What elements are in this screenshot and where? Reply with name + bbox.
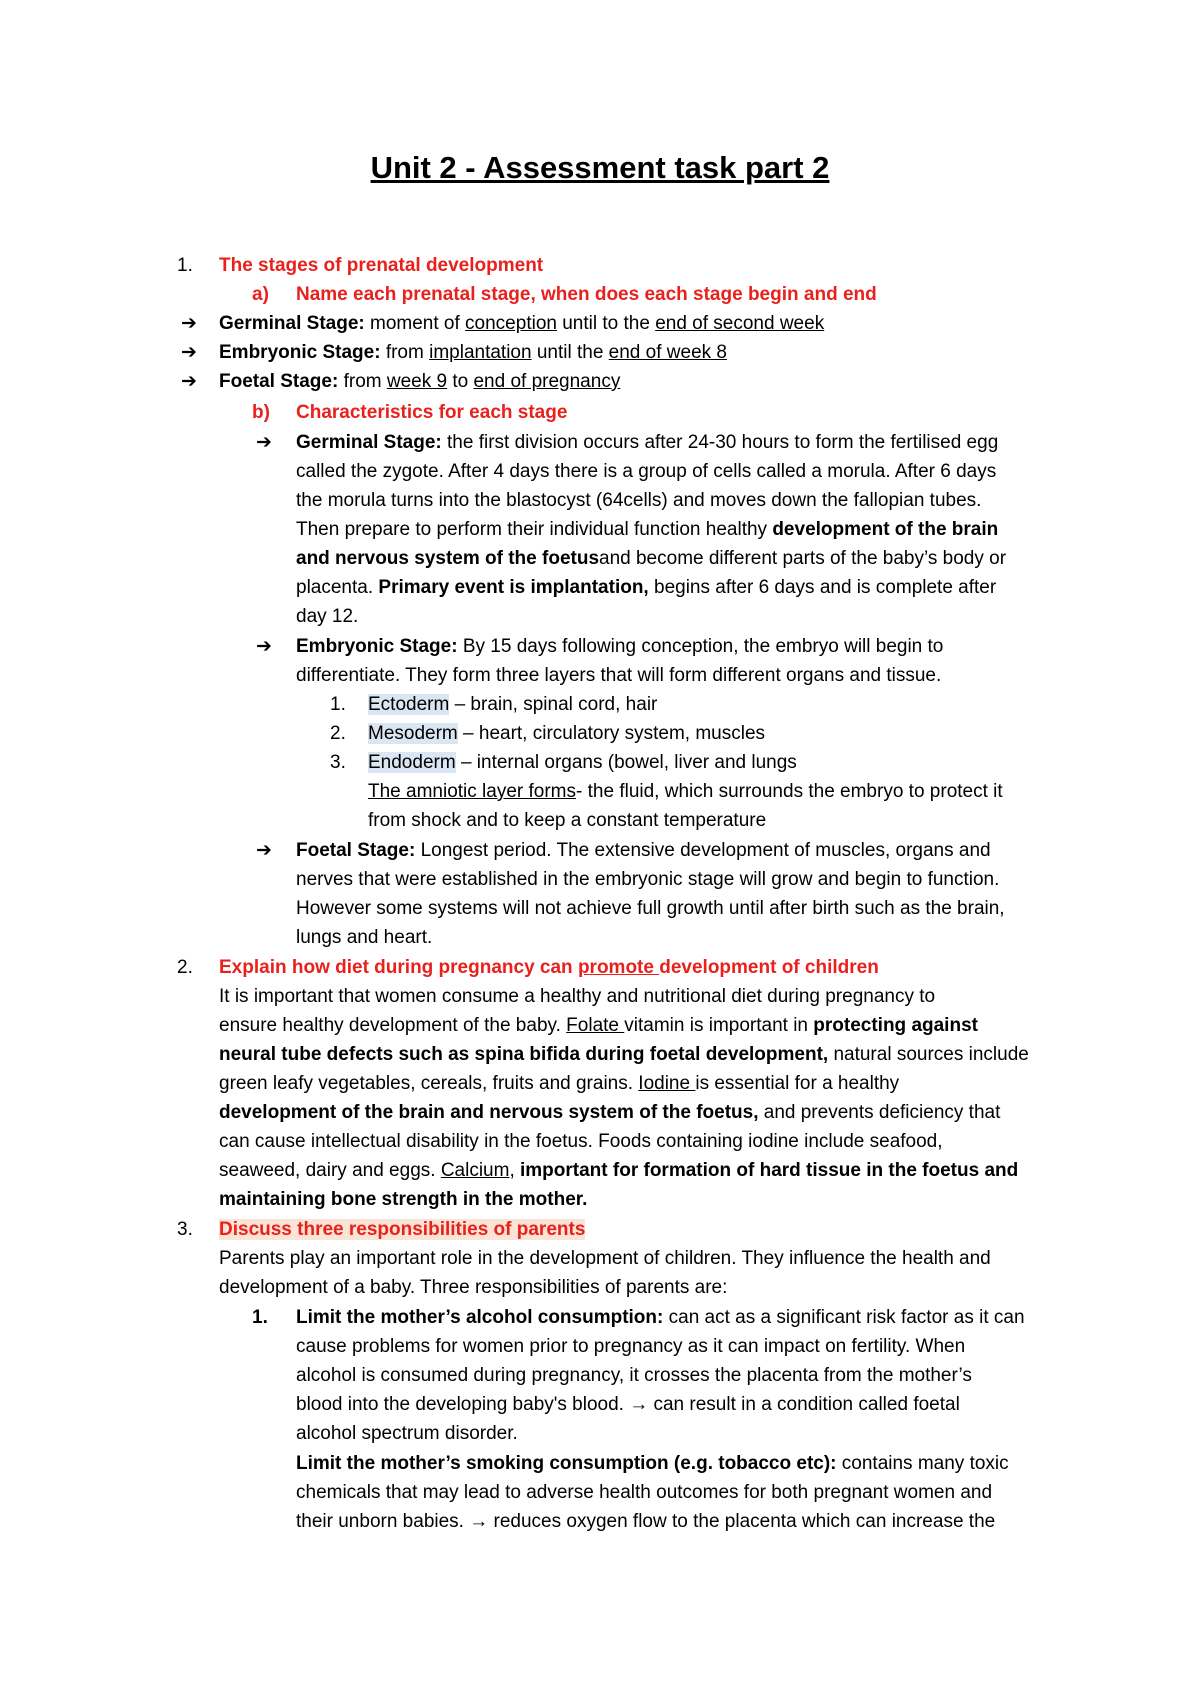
- ectoderm-item: [368, 690, 657, 719]
- section-2-number: 2.: [177, 957, 193, 978]
- text: Explain how diet during pregnancy can: [219, 957, 578, 978]
- responsibility-line: cause problems for women prior to pregnancy as it can impact on fertility. When: [296, 1336, 966, 1357]
- diet-text-line: It is important that women consume a healthy and nutritional diet during pregnancy to: [219, 986, 936, 1007]
- folate-term: Folate: [566, 1015, 625, 1036]
- text: contains many toxic: [836, 1453, 1009, 1474]
- layer-3-number: 3.: [330, 752, 346, 773]
- bold-text: maintaining bone strength in the mother.: [219, 1189, 588, 1210]
- germinal-text-line: [296, 515, 998, 544]
- germinal-label: Germinal Stage:: [219, 313, 365, 334]
- endoderm-term: Endoderm: [368, 752, 456, 773]
- responsibility-line: their unborn babies. → reduces oxygen flow to the placenta which can increase the: [296, 1511, 996, 1532]
- iodine-term: Iodine: [638, 1073, 696, 1094]
- bold-text: important for formation of hard tissue in the foetus and: [520, 1160, 1019, 1181]
- section-1-number: 1.: [177, 255, 193, 276]
- text: is essential for a healthy: [695, 1073, 900, 1094]
- amniotic-line: [368, 777, 1003, 806]
- layer-2-number: 2.: [330, 723, 346, 744]
- bold-text: Limit the mother’s alcohol consumption:: [296, 1307, 664, 1328]
- text: to: [447, 371, 474, 392]
- implantation-term: implantation: [429, 342, 532, 363]
- arrow-bullet-icon: ➔: [256, 432, 272, 453]
- diet-text-line: can cause intellectual disability in the foetus. Foods containing iodine include seafood,: [219, 1131, 943, 1152]
- mesoderm-item: [368, 719, 765, 748]
- question-a-marker: a): [252, 284, 269, 305]
- section-1-heading: The stages of prenatal development: [219, 255, 544, 276]
- question-a-text: Name each prenatal stage, when does each stage begin and end: [296, 284, 877, 305]
- germinal-stage-line: [219, 309, 824, 338]
- germinal-characteristics-line: [296, 428, 998, 457]
- highlighted-heading: Discuss three responsibilities of parents: [219, 1219, 586, 1240]
- ectoderm-term: Ectoderm: [368, 694, 450, 715]
- text: – heart, circulatory system, muscles: [457, 723, 766, 744]
- embryonic-text-line: differentiate. They form three layers that will form different organs and tissue.: [296, 665, 942, 686]
- text: from: [380, 342, 430, 363]
- endoderm-item: [368, 748, 797, 777]
- diet-text-line: [219, 1156, 1018, 1185]
- end-week-8-term: end of week 8: [608, 342, 727, 363]
- text: can act as a significant risk factor as it can: [663, 1307, 1025, 1328]
- text: - the fluid, which surrounds the embryo to protect it: [576, 781, 1003, 802]
- text: vitamin is important in: [624, 1015, 814, 1036]
- promote-term: promote: [577, 957, 660, 978]
- arrow-bullet-icon: ➔: [181, 371, 197, 392]
- germinal-text-line: day 12.: [296, 606, 359, 627]
- calcium-term: Calcium: [440, 1160, 510, 1181]
- text: ensure healthy development of the baby.: [219, 1015, 567, 1036]
- end-of-pregnancy-term: end of pregnancy: [473, 371, 621, 392]
- text: until to the: [556, 313, 656, 334]
- text: seaweed, dairy and eggs.: [219, 1160, 441, 1181]
- embryonic-characteristics-line: [296, 632, 943, 661]
- diet-text-line: [219, 1098, 1000, 1127]
- section-3-number: 3.: [177, 1219, 193, 1240]
- text: the first division occurs after 24-30 hours to form the fertilised egg: [441, 432, 999, 453]
- foetal-characteristics-line: [296, 836, 991, 865]
- bold-text: development of the brain: [772, 519, 999, 540]
- foetal-stage-line: [219, 367, 620, 396]
- text: – brain, spinal cord, hair: [449, 694, 658, 715]
- text: until the: [531, 342, 609, 363]
- germinal-text-line: [296, 573, 996, 602]
- text: natural sources include: [828, 1044, 1029, 1065]
- bold-text: neural tube defects such as spina bifida during foetal development,: [219, 1044, 829, 1065]
- parents-text-line: development of a baby. Three responsibilities of parents are:: [219, 1277, 728, 1298]
- amniotic-line: from shock and to keep a constant temperature: [368, 810, 767, 831]
- responsibility-line: blood into the developing baby's blood. → can result in a condition called foetal: [296, 1394, 960, 1415]
- responsibility-1-number: 1.: [252, 1307, 268, 1328]
- text: begins after 6 days and is complete after: [648, 577, 997, 598]
- bold-text: Limit the mother’s smoking consumption (e.g. tobacco etc):: [296, 1453, 837, 1474]
- foetal-label: Foetal Stage:: [296, 840, 416, 861]
- text: Then prepare to perform their individual function healthy: [296, 519, 773, 540]
- foetal-label: Foetal Stage:: [219, 371, 339, 392]
- germinal-text-line: the morula turns into the blastocyst (64cells) and moves down the fallopian tubes.: [296, 490, 982, 511]
- responsibility-line: [296, 1303, 1025, 1332]
- text: moment of: [364, 313, 466, 334]
- question-b-text: Characteristics for each stage: [296, 402, 568, 423]
- text: green leafy vegetables, cereals, fruits and grains.: [219, 1073, 639, 1094]
- conception-term: conception: [465, 313, 557, 334]
- bold-text: Primary event is implantation,: [378, 577, 649, 598]
- text: ,: [509, 1160, 520, 1181]
- bold-text: development of the brain and nervous system of the foetus,: [219, 1102, 759, 1123]
- foetal-text-line: lungs and heart.: [296, 927, 433, 948]
- layer-1-number: 1.: [330, 694, 346, 715]
- mesoderm-term: Mesoderm: [368, 723, 458, 744]
- bold-text: protecting against: [813, 1015, 978, 1036]
- question-b-marker: b): [252, 402, 270, 423]
- responsibility-line: alcohol spectrum disorder.: [296, 1423, 518, 1444]
- diet-text-line: [219, 1011, 978, 1040]
- responsibility-line: [296, 1449, 1009, 1478]
- section-3-heading: [219, 1215, 585, 1244]
- foetal-text-line: However some systems will not achieve full growth until after birth such as the brain,: [296, 898, 1005, 919]
- germinal-label: Germinal Stage:: [296, 432, 442, 453]
- arrow-bullet-icon: ➔: [181, 342, 197, 363]
- diet-text-line: [219, 1069, 899, 1098]
- week-9-term: week 9: [386, 371, 448, 392]
- text: and prevents deficiency that: [758, 1102, 1001, 1123]
- responsibility-line: chemicals that may lead to adverse health outcomes for both pregnant women and: [296, 1482, 993, 1503]
- embryonic-label: Embryonic Stage:: [219, 342, 381, 363]
- embryonic-stage-line: [219, 338, 727, 367]
- diet-text-line: [219, 1185, 587, 1214]
- section-2-heading: [219, 953, 879, 982]
- text: Longest period. The extensive development of muscles, organs and: [415, 840, 991, 861]
- text: – internal organs (bowel, liver and lungs: [455, 752, 797, 773]
- arrow-bullet-icon: ➔: [256, 636, 272, 657]
- text: By 15 days following conception, the embryo will begin to: [457, 636, 944, 657]
- end-second-week-term: end of second week: [655, 313, 825, 334]
- arrow-bullet-icon: ➔: [256, 840, 272, 861]
- amniotic-term: The amniotic layer forms: [368, 781, 577, 802]
- embryonic-label: Embryonic Stage:: [296, 636, 458, 657]
- text: from: [338, 371, 387, 392]
- text: and become different parts of the baby’s body or: [599, 548, 1007, 569]
- bold-text: and nervous system of the foetus: [296, 548, 600, 569]
- responsibility-line: alcohol is consumed during pregnancy, it crosses the placenta from the mother’s: [296, 1365, 972, 1386]
- text: development of children: [659, 957, 879, 978]
- page-title: Unit 2 - Assessment task part 2: [370, 150, 830, 185]
- germinal-text-line: called the zygote. After 4 days there is a group of cells called a morula. After 6 days: [296, 461, 997, 482]
- foetal-text-line: nerves that were established in the embryonic stage will grow and begin to function.: [296, 869, 1000, 890]
- parents-text-line: Parents play an important role in the development of children. They influence the health and: [219, 1248, 991, 1269]
- arrow-bullet-icon: ➔: [181, 313, 197, 334]
- germinal-text-line: [296, 544, 1006, 573]
- diet-text-line: [219, 1040, 1029, 1069]
- text: placenta.: [296, 577, 379, 598]
